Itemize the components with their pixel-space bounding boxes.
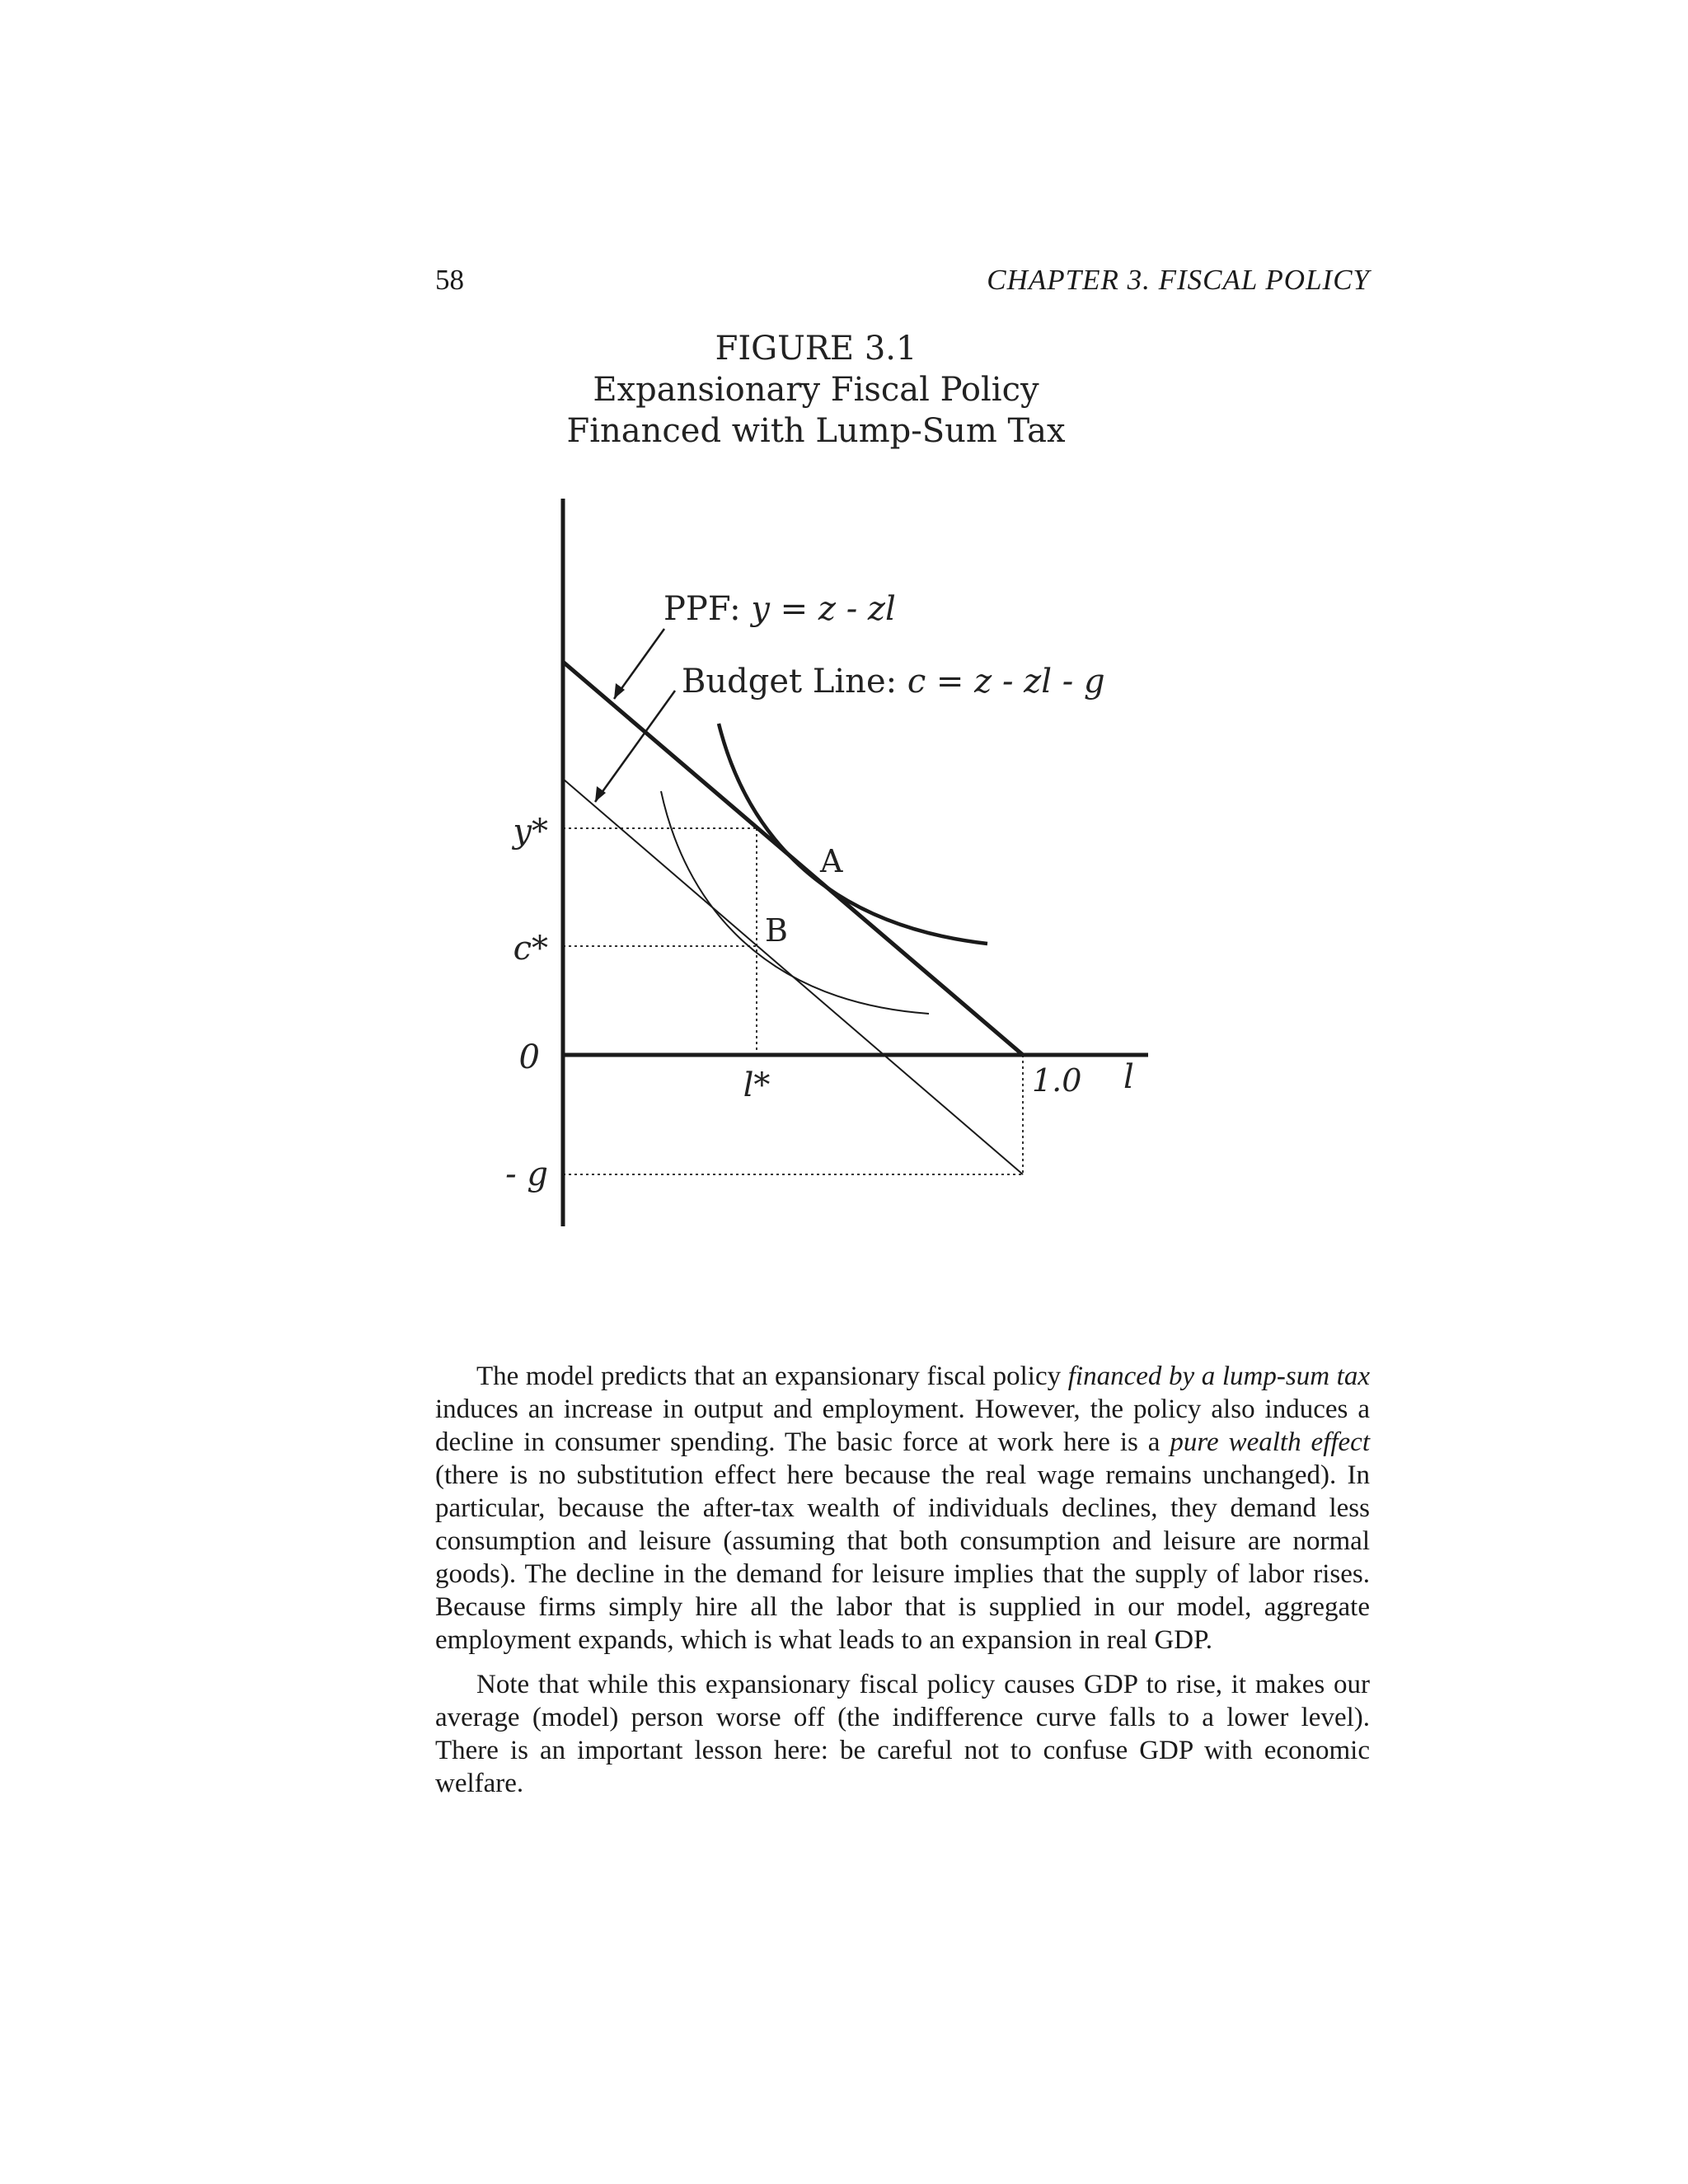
text-run: induces an increase in output and employment. However, the policy also induces a decline in consumer spending. The basic force at work here is a: [435, 1394, 1370, 1457]
text-run: The model predicts that an expansionary fiscal policy: [476, 1361, 1068, 1391]
ppf-label: PPF: y = z - zl: [663, 590, 896, 628]
chapter-title: CHAPTER 3. FISCAL POLICY: [987, 264, 1370, 296]
zero-label: 0: [518, 1038, 540, 1076]
paragraph-2: [435, 1668, 1370, 1800]
c-star-label: c*: [513, 930, 548, 968]
figure-title-line-1: Expansionary Fiscal Policy: [593, 371, 1039, 409]
one-label: 1.0: [1032, 1062, 1082, 1099]
y-star-label: y*: [513, 813, 548, 851]
indifference-curve-low: [661, 791, 929, 1014]
figure-number: FIGURE 3.1: [715, 330, 917, 368]
point-a-label: A: [820, 843, 843, 879]
figure-title-line-2: Financed with Lump-Sum Tax: [566, 412, 1066, 450]
budget-line-label: Budget Line: c = z - zl - g: [682, 663, 1105, 701]
italic-phrase: pure wealth effect: [1170, 1427, 1370, 1457]
text-run: Note that while this expansionary fiscal policy causes GDP to rise, it makes our average (model) person worse off (the indifference curve falls to a lower level). There is an important lesson here: be careful not to confuse GDP with economic welfare.: [435, 1670, 1370, 1798]
l-axis-label: l: [1123, 1058, 1134, 1096]
body-text: [435, 1360, 1370, 1811]
italic-phrase: financed by a lump-sum tax: [1067, 1361, 1370, 1391]
neg-g-label: - g: [505, 1155, 548, 1193]
point-b-label: B: [765, 912, 788, 949]
paragraph-1: [435, 1360, 1370, 1657]
text-run: (there is no substitution effect here because the real wage remains unchanged). In particular, because the after-tax wealth of individuals declines, they demand less consumption and leisure (assuming that both consumption and leisure are normal goods). The decline in the demand for leisure implies that the supply of labor rises. Because firms simply hire all the labor that is supplied in our model, aggregate employment expands, which is what leads to an expansion in real GDP.: [435, 1460, 1370, 1655]
page-number: 58: [435, 264, 464, 296]
l-star-label: l*: [743, 1066, 771, 1104]
